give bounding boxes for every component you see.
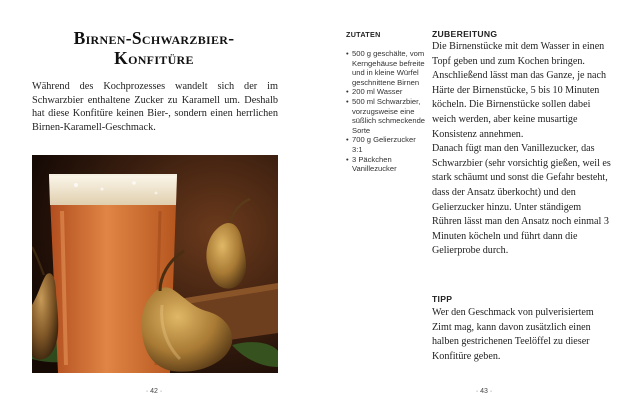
beer-and-pears-photo [32,155,278,373]
ingredient-item: • 500 ml Schwarzbier, vorzugsweise eine süßlich schmeckende Sorte [346,97,426,135]
recipe-title [32,28,276,68]
ingredients-list [346,49,426,174]
ingredient-item: • 700 g Gelierzucker 3:1 [346,135,426,154]
right-page [312,0,624,411]
tip-text: Wer den Geschmack von pulverisiertem Zimt mag, kann davon zusätzlich einen halben gestrichenen Teelöffel zu dieser Konfitüre geben. [432,307,594,362]
ingredient-item: • 200 ml Wasser [346,87,426,97]
title-line-2: Konfitüre [114,48,194,68]
ingredient-item: • 3 Päckchen Vanillezucker [346,155,426,174]
ingredient-item: • 500 g geschälte, vom Kerngehäuse befreite und in kleine Würfel geschnittene Birnen [346,49,426,87]
preparation-paragraph-1: Die Birnenstücke mit dem Wasser in einen Topf geben und zum Kochen bringen. Anschließend lässt man das Ganze, je nach Härte der Birnenstücke, 5 bis 10 Minuten köcheln. Die Birnenstücke sollen dabei weich werden, aber keine musartige Konsistenz annehmen. [432,41,607,140]
preparation-text [432,40,612,259]
tip-heading: TIPP [432,294,453,304]
page-number-right: · 43 · [475,388,493,395]
title-line-1: Birnen-Schwarzbier- [73,28,235,48]
page-number-left: · 42 · [145,388,163,395]
preparation-heading: ZUBEREITUNG [432,29,498,39]
intro-paragraph: Während des Kochprozesses wandelt sich der im Schwarzbier enthaltene Zucker zu Karamell um. Deshalb hat diese Konfitüre keinen Bier-, sondern einen herrlichen Birnen-Karamell-Geschmack. [32,81,278,133]
ingredients-heading: ZUTATEN [346,30,381,39]
preparation-paragraph-2: Danach fügt man den Vanillezucker, das Schwarzbier (sehr vorsichtig gießen, weil es stark schäumt und sonst die Gefahr besteht, dass der Ansatz überkocht) und den Gelierzucker hinzu. Unter ständigem Rühren lässt man den Ansatz noch einmal 3 Minuten köcheln und führt dann die Gelierprobe durch. [432,143,611,257]
